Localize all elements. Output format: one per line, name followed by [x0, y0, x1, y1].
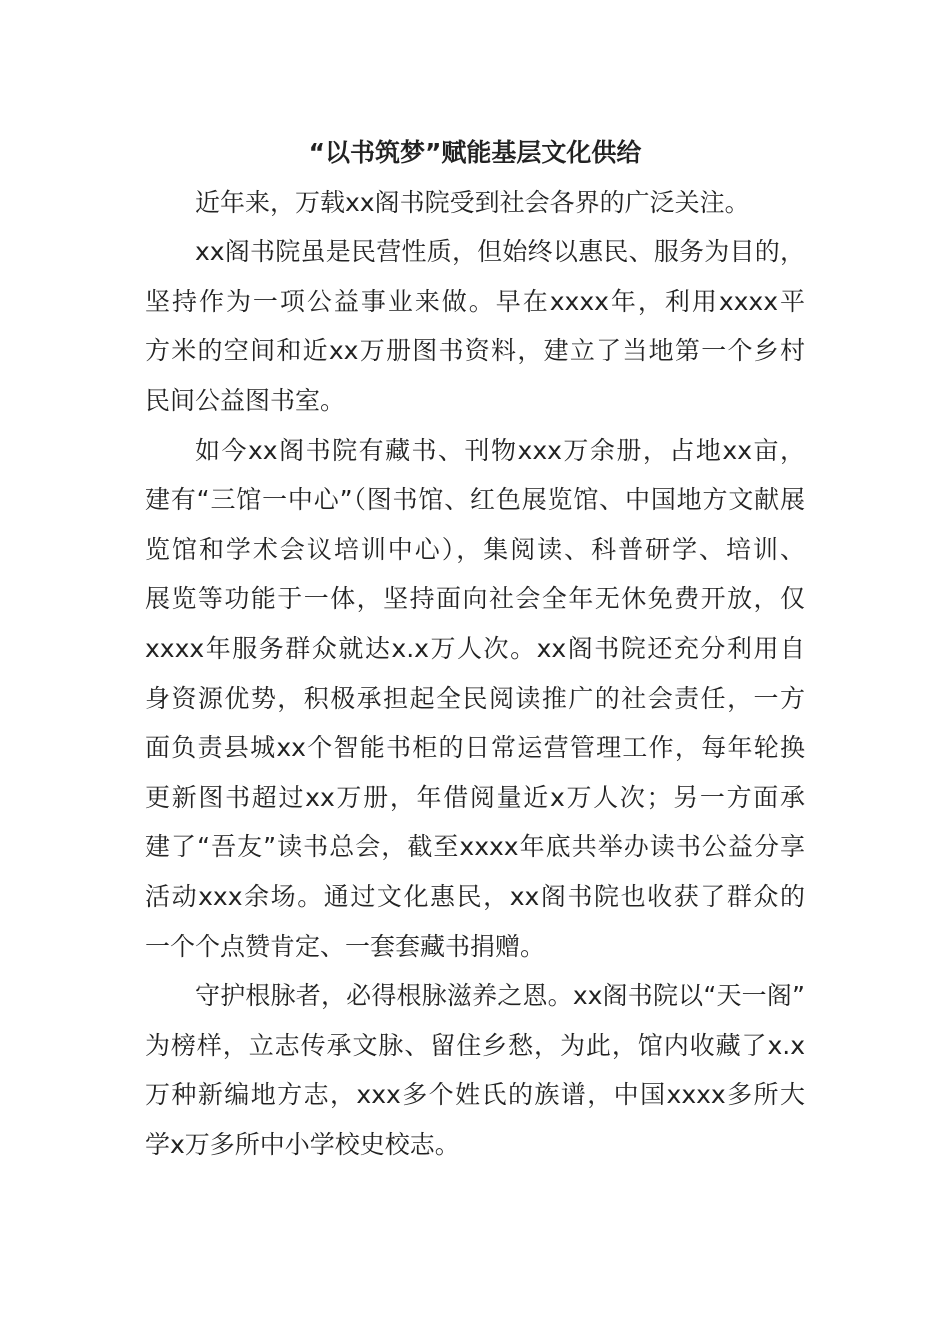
paragraph-line: 面负责县城xx个智能书柜的日常运营管理工作，每年轮换 — [145, 733, 805, 763]
paragraph-line: 为榜样，立志传承文脉、留住乡愁，为此，馆内收藏了x.x — [145, 1030, 805, 1060]
paragraph-line: 展览等功能于一体，坚持面向社会全年无休免费开放，仅 — [145, 584, 805, 614]
paragraph-2 — [145, 227, 805, 425]
paragraph-line: xxxx年服务群众就达x.x万人次。xx阁书院还充分利用自 — [145, 633, 805, 663]
paragraph-4 — [145, 971, 805, 1169]
paragraph-line: 更新图书超过xx万册，年借阅量近x万人次；另一方面承 — [145, 782, 805, 812]
paragraph-line: 览馆和学术会议培训中心），集阅读、科普研学、培训、 — [145, 534, 805, 564]
paragraph-line: 坚持作为一项公益事业来做。早在xxxx年，利用xxxx平 — [145, 286, 805, 316]
paragraph-line: 如今xx阁书院有藏书、刊物xxx万余册，占地xx亩， — [195, 435, 805, 465]
paragraph-line: 活动xxx余场。通过文化惠民，xx阁书院也收获了群众的 — [145, 881, 805, 911]
paragraph-line: 万种新编地方志，xxx多个姓氏的族谱，中国xxxx多所大 — [145, 1080, 805, 1110]
paragraph-line: 一个个点赞肯定、一套套藏书捐赠。 — [145, 931, 546, 961]
paragraph-1 — [145, 178, 805, 228]
document-body — [145, 128, 805, 1169]
paragraph-line: 建有“三馆一中心”（图书馆、红色展览馆、中国地方文献展 — [145, 485, 805, 515]
paragraph-3 — [145, 426, 805, 972]
paragraph-line: 近年来，万载xx阁书院受到社会各界的广泛关注。 — [195, 187, 750, 217]
paragraph-line: 民间公益图书室。 — [145, 385, 346, 415]
document-title: “以书筑梦”赋能基层文化供给 — [308, 138, 642, 167]
paragraph-line: 方米的空间和近xx万册图书资料，建立了当地第一个乡村 — [145, 336, 805, 366]
paragraph-line: 学x万多所中小学校史校志。 — [145, 1129, 460, 1159]
paragraph-line: 建了“吾友”读书总会，截至xxxx年底共举办读书公益分享 — [145, 832, 805, 862]
paragraph-line: 身资源优势，积极承担起全民阅读推广的社会责任，一方 — [145, 683, 805, 713]
paragraph-line: xx阁书院虽是民营性质，但始终以惠民、服务为目的， — [195, 237, 805, 267]
paragraph-line: 守护根脉者，必得根脉滋养之恩。xx阁书院以“天一阁” — [195, 981, 805, 1011]
